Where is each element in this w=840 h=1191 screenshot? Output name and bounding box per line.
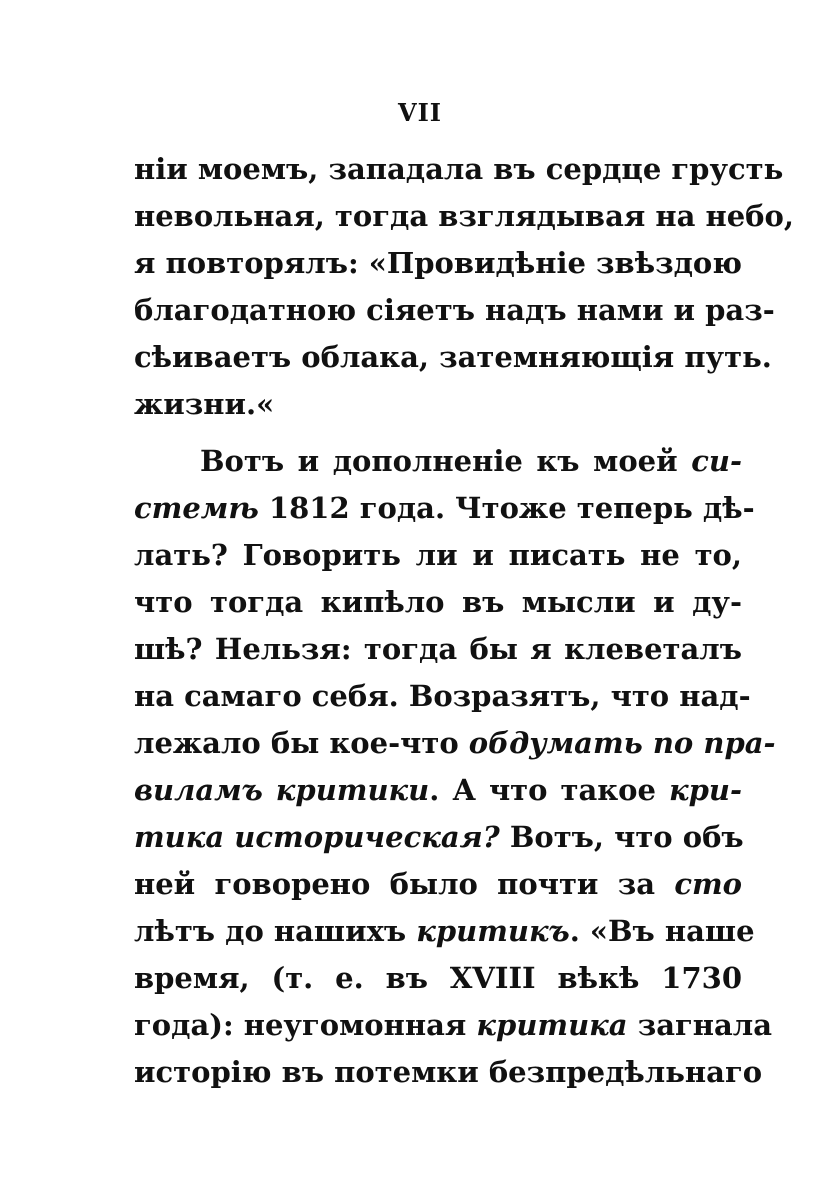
text-segment: шѣ? Нельзя: тогда бы я клеветалъ [134,632,742,666]
text-line [134,240,742,287]
text-segment: . «Въ наше [569,914,755,948]
italic-text: критика [476,1008,628,1042]
page-number: VII [397,98,443,127]
text-segment: исторію въ потемки безпредѣльнаго [134,1055,763,1089]
italic-text: кри- [668,773,742,807]
italic-text: виламъ критики [134,773,430,807]
text-line [134,1002,773,1049]
text-segment: что тогда кипѣло въ мысли и ду- [134,585,742,619]
text-segment: я повторялъ: «Провидѣніе звѣздою [134,246,743,280]
italic-text: критикъ [416,914,570,948]
text-segment: время, (т. е. въ XVIII вѣкѣ 1730 [134,961,742,995]
text-line [134,334,772,381]
text-line [134,287,775,334]
text-line [134,626,742,673]
text-segment: . А что такое [429,773,669,807]
text-segment: лать? Говорить ли и писать не то, [134,538,742,572]
text-segment: жизни.« [134,387,275,421]
text-line [134,861,742,908]
text-segment: Вотъ и дополненіе къ моей [200,444,692,478]
text-segment: Вотъ, что объ [499,820,744,854]
text-line [134,767,742,814]
text-line [134,720,776,767]
text-segment: года): неугомонная [134,1008,477,1042]
text-line [134,193,794,240]
page-text [134,146,794,1096]
text-line [134,908,755,955]
italic-text: сто [674,867,742,901]
text-line [134,579,742,626]
text-segment: загнала [627,1008,773,1042]
text-line [134,438,742,485]
text-line [134,1049,763,1096]
text-segment: на самаго себя. Возразятъ, что над- [134,679,751,713]
text-segment: ніи моемъ, западала въ сердце грусть [134,152,784,186]
text-segment: сѣиваетъ облака, затемняющія путь. [134,340,772,374]
text-line [134,673,751,720]
text-line [134,381,742,428]
text-line [134,814,742,861]
italic-text: стемѣ [134,491,259,525]
italic-text: тика историческая? [134,820,500,854]
text-line [134,485,755,532]
text-line [134,146,784,193]
text-segment: лежало бы кое-что [134,726,469,760]
text-line [134,532,742,579]
text-segment: благодатною сіяетъ надъ нами и раз- [134,293,775,327]
text-segment: лѣтъ до нашихъ [134,914,417,948]
text-segment: 1812 года. Чтоже теперь дѣ- [258,491,755,525]
italic-text: си- [691,444,742,478]
text-segment: ней говорено было почти за [134,867,675,901]
text-segment: невольная, тогда взглядывая на небо, [134,199,794,233]
text-line [134,955,742,1002]
italic-text: обдумать по пра- [468,726,776,760]
